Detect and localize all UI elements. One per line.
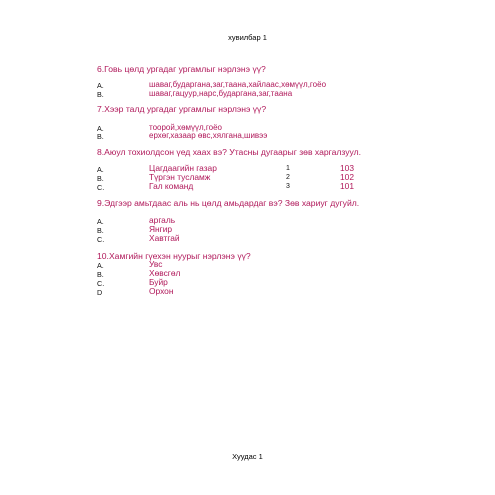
q7-option-b-label: B. [97,132,104,141]
q6-option-a-label: A. [97,81,104,90]
q7-option-a-label: A. [97,124,104,133]
q9-option-c-text: Хавтгай [149,233,180,243]
q8-row-c-text: Гал команд [149,181,194,191]
q10-option-b-label: B. [97,270,104,279]
q8-row-c-code: 101 [340,181,354,191]
q10-option-a-label: A. [97,261,104,270]
q7-option-b-text: ерхөг,хазаар өвс,хялгана,шивээ [149,131,268,140]
q8-row-c-label: C. [97,183,105,192]
q9-option-b-text: Янгир [149,224,173,234]
q9-option-c-label: C. [97,235,105,244]
question-6: 6.Говь цөлд ургадаг ургамлыг нэрлэнэ үү? [97,64,266,74]
q10-option-d-text: Орхон [149,286,174,296]
q6-option-b-text: шаваг,гацуур,нарс,бударгана,заг,таана [149,89,293,98]
q8-row-b-text: Түргэн тусламж [149,172,211,182]
q8-row-b-label: B. [97,174,104,183]
q9-option-b-label: B. [97,226,104,235]
question-9: 9.Эдгээр амьтдаас аль нь цөлд амьдардаг вэ? Зөв хариуг дугуйл. [97,198,360,208]
q10-option-c-label: C. [97,279,105,288]
question-8: 8.Аюул тохиолдсон үед хаах вэ? Утасны дугаарыг зөв харгалзуул. [97,147,362,157]
q8-row-a-num: 1 [286,165,290,172]
page-footer: Хуудас 1 [232,452,263,461]
q10-option-a-text: Увс [149,259,163,269]
q10-option-d-label: D [97,288,103,297]
question-10: 10.Хамгийн гүехэн нуурыг нэрлэнэ үү? [97,251,251,261]
q8-row-b-code: 102 [340,172,354,182]
page-header: хувилбар 1 [228,33,267,42]
q8-row-a-text: Цагдаагийн газар [149,163,217,173]
q8-row-b-num: 2 [286,174,290,181]
q8-row-c-num: 3 [286,183,290,190]
q10-option-c-text: Буйр [149,277,168,287]
question-7: 7.Хээр талд ургадаг ургамлыг нэрлэнэ үү? [97,104,267,114]
q8-row-a-label: A. [97,165,104,174]
q6-option-a-text: шаваг,бударгана,заг,таана,хайлаас,хөмүүл,гоёо [149,80,327,89]
q7-option-a-text: тоорой,хөмүүл,гоёо [149,123,222,132]
q6-option-b-label: B. [97,90,104,99]
q9-option-a-text: аргаль [149,215,176,225]
q9-option-a-label: A. [97,217,104,226]
q8-row-a-code: 103 [340,163,354,173]
q10-option-b-text: Хөвсгөл [149,268,181,278]
